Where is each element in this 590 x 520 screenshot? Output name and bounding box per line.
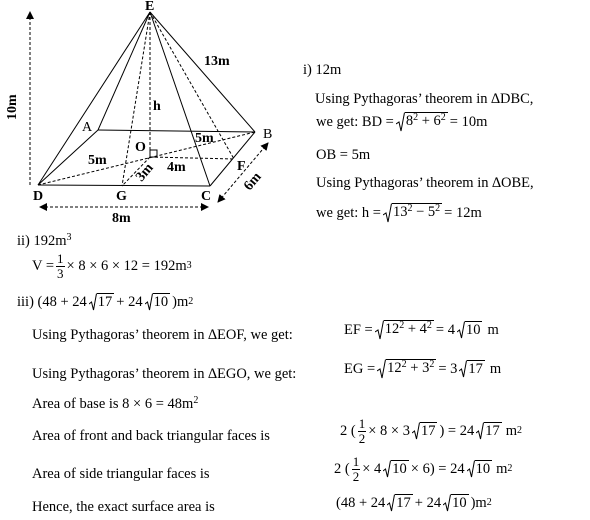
ef-result-sqrt: 10 [457, 321, 483, 339]
line-OF [150, 157, 234, 159]
part-i-line5 [316, 203, 482, 223]
bd-result: = 10m [449, 113, 488, 130]
h-a: 13 [392, 204, 408, 220]
vertex-D: D [33, 189, 44, 204]
total-equation: (48 + 24 17 + 24 10 )m 2 [336, 494, 492, 511]
part-i-line4: Using Pythagoras’ theorem in ∆OBE, [316, 175, 534, 191]
vertex-A: A [82, 120, 93, 135]
part-ii-heading [17, 234, 72, 249]
volume-fraction: $\frac{1}{3}$ [57, 251, 64, 281]
part-ii-heading-text: ii) 192m [17, 233, 67, 249]
ef-equation: EF = $12^2 + 4^2$ = 4 10 m [344, 320, 499, 338]
h-b: 5 [427, 204, 436, 220]
part-ii-heading-exp: 3 [66, 232, 72, 243]
vertex-C: C [201, 189, 212, 204]
bd-a: 8 [405, 113, 414, 129]
label-depth: 6m [241, 169, 265, 194]
side-faces-statement: Area of side triangular faces is [32, 466, 210, 482]
side-fraction: $\frac{1}{2}$ [352, 454, 360, 484]
total-sqrt-17: 17 [387, 494, 413, 512]
slant-EF [150, 12, 234, 159]
edge-EA [98, 12, 150, 130]
h-sqrt: $13^2 - 5^2$ [383, 203, 442, 223]
total-statement: Hence, the exact surface area is [32, 499, 215, 515]
h-result: = 12m [444, 204, 482, 221]
part-i-line3: OB = 5m [316, 147, 371, 163]
vertex-B: B [263, 127, 273, 142]
vertex-O: O [135, 140, 146, 155]
part-i-heading: i) 12m [303, 62, 342, 78]
ef-statement: Using Pythagoras’ theorem in ∆EOF, we get: [32, 327, 293, 343]
volume-prefix: V = [32, 257, 55, 274]
eg-result-sqrt: 17 [459, 360, 485, 378]
pyramid-diagram [0, 0, 290, 230]
total-sqrt-10: 10 [443, 494, 469, 512]
front-fraction: $\frac{1}{2}$ [358, 416, 366, 446]
edge-EB [150, 12, 255, 132]
eg-statement: Using Pythagoras’ theorem in ∆EGO, we get: [32, 366, 297, 382]
vertex-E: E [145, 0, 155, 14]
part-i-line2 [316, 112, 487, 132]
h-prefix: we get: h = [316, 204, 381, 221]
front-faces-statement: Area of front and back triangular faces is [32, 428, 270, 444]
label-left-height: 10m [5, 94, 20, 120]
volume-formula: V = $\frac{1}{3}$ × 8 × 6 × 12 = 192m 3 [32, 251, 192, 281]
label-half-diag-left: 5m [88, 153, 107, 168]
side-faces-equation: 2 ( $\frac{1}{2}$ × 4 10 × 6) = 24 10 m 2 [334, 454, 513, 484]
label-height: h [153, 99, 161, 114]
label-half-width: 3m [133, 160, 157, 185]
heading-sqrt-10: 10 [145, 293, 171, 311]
bd-b: 6 [433, 113, 441, 129]
eg-equation: EG = $12^2 + 3^2$ = 3 17 m [344, 359, 502, 377]
volume-body: × 8 × 6 × 12 = 192m [66, 257, 187, 274]
side-result-sqrt: 10 [467, 460, 493, 478]
vertex-F: F [237, 159, 246, 174]
front-sqrt: 17 [412, 422, 438, 440]
bd-sqrt: $8^2 + 6^2$ [396, 112, 448, 132]
label-slant: 13m [204, 54, 230, 69]
ef-sqrt: $12^2 + 4^2$ [375, 320, 434, 340]
part-i-line1: Using Pythagoras’ theorem in ∆DBC, [315, 91, 534, 107]
label-half-diag-right: 5m [195, 131, 214, 146]
side-sqrt: 10 [383, 460, 409, 478]
edge-DC [38, 185, 210, 186]
bd-prefix: we get: BD = [316, 113, 394, 130]
heading-sqrt-17: 17 [89, 293, 115, 311]
front-faces-equation: 2 ( $\frac{1}{2}$ × 8 × 3 17 ) = 24 17 m 2 [340, 416, 522, 446]
label-half-length: 4m [167, 160, 186, 175]
edge-AB [98, 130, 255, 132]
label-base-length: 8m [112, 211, 131, 226]
eg-sqrt: $12^2 + 3^2$ [377, 359, 436, 379]
part-iii-heading: iii) (48 + 24 17 + 24 10 )m 2 [17, 293, 194, 310]
vertex-G: G [116, 189, 127, 204]
base-area: Area of base is $8 \times 6 = 48m^2$ [32, 395, 199, 412]
front-result-sqrt: 17 [476, 422, 502, 440]
